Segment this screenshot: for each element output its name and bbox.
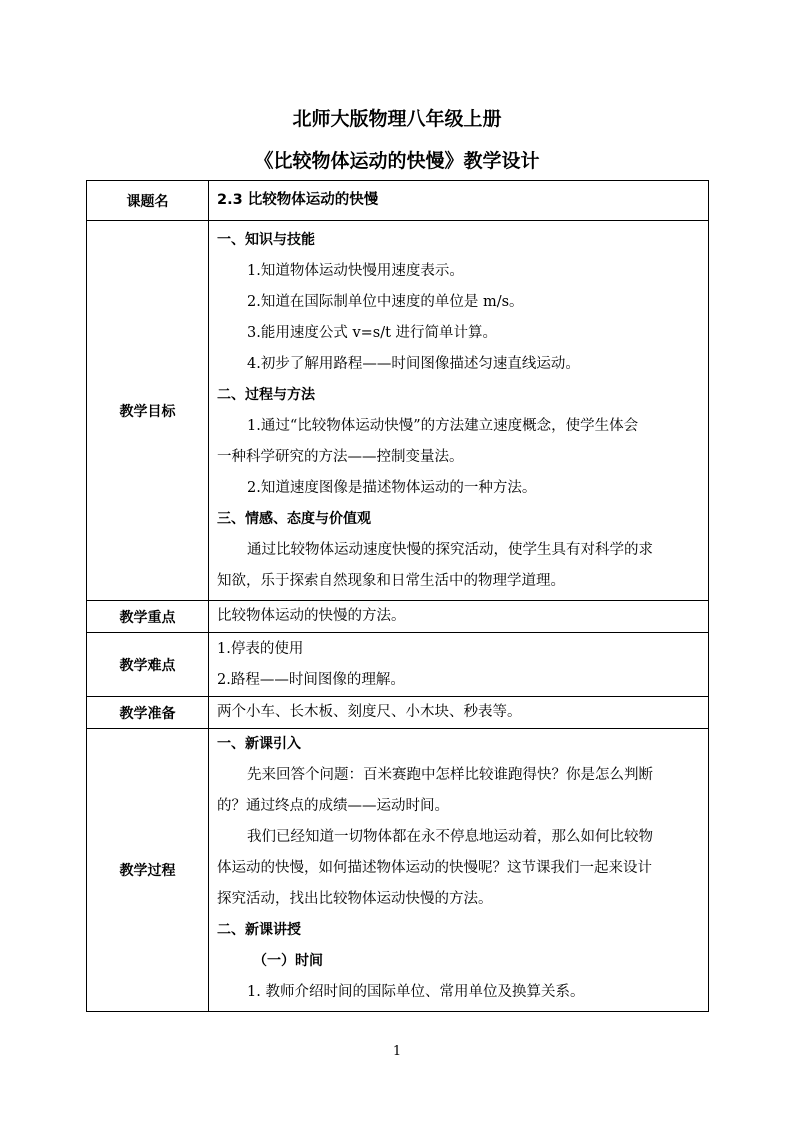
goals-process-1a: 1.通过“比较物体运动快慢”的方法建立速度概念，使学生体会 <box>247 417 639 434</box>
row-label-difficulty: 教学难点 <box>87 633 209 697</box>
table-row-key <box>87 601 709 633</box>
process-intro-2c: 探究活动，找出比较物体运动快慢的方法。 <box>217 891 493 907</box>
row-label-prep: 教学准备 <box>87 697 209 729</box>
prep-value: 两个小车、长木板、刻度尺、小木块、秒表等。 <box>209 697 709 729</box>
difficulty-item-2: 2.路程——时间图像的理解。 <box>217 671 405 688</box>
process-time-item-1: 1. 教师介绍时间的国际单位、常用单位及换算关系。 <box>247 984 585 1000</box>
table-row-prep <box>87 697 709 729</box>
goals-process-1b: 一种科学研究的方法——控制变量法。 <box>217 448 464 465</box>
table-row-process <box>87 729 709 1012</box>
goals-attitude-a: 通过比较物体运动速度快慢的探究活动，使学生具有对科学的求 <box>247 541 653 558</box>
row-label-goals: 教学目标 <box>87 221 209 601</box>
process-heading-intro: 一、新课引入 <box>217 736 301 752</box>
lesson-plan-table <box>86 180 709 1012</box>
goals-heading-knowledge: 一、知识与技能 <box>217 231 315 248</box>
difficulty-content <box>209 633 709 697</box>
goals-content <box>209 221 709 601</box>
goals-item-1: 1.知道物体运动快慢用速度表示。 <box>247 262 464 279</box>
process-subheading-time: （一）时间 <box>253 953 323 969</box>
process-intro-1b: 的？通过终点的成绩——运动时间。 <box>217 798 449 814</box>
row-label-key: 教学重点 <box>87 601 209 633</box>
goals-heading-attitude: 三、情感、态度与价值观 <box>217 510 371 527</box>
document-title: 北师大版物理八年级上册 <box>292 108 502 130</box>
goals-item-4: 4.初步了解用路程——时间图像描述匀速直线运动。 <box>247 355 580 372</box>
goals-attitude-b: 知欲，乐于探索自然现象和日常生活中的物理学道理。 <box>217 572 565 589</box>
row-label-topic: 课题名 <box>87 181 209 221</box>
key-value: 比较物体运动的快慢的方法。 <box>209 601 709 633</box>
process-heading-teaching: 二、新课讲授 <box>217 922 301 938</box>
process-content <box>209 729 709 1012</box>
document-subtitle: 《比较物体运动的快慢》教学设计 <box>254 150 540 172</box>
row-label-process: 教学过程 <box>87 729 209 1012</box>
process-intro-1a: 先来回答个问题：百米赛跑中怎样比较谁跑得快？你是怎么判断 <box>247 767 653 783</box>
goals-heading-process: 二、过程与方法 <box>217 386 315 403</box>
goals-item-3: 3.能用速度公式 v=s/t 进行简单计算。 <box>247 324 498 341</box>
table-row-topic <box>87 181 709 221</box>
goals-item-2: 2.知道在国际制单位中速度的单位是 m/s。 <box>247 293 524 310</box>
difficulty-item-1: 1.停表的使用 <box>217 640 304 657</box>
process-intro-2b: 体运动的快慢，如何描述物体运动的快慢呢？这节课我们一起来设计 <box>217 860 652 876</box>
table-row-goals <box>87 221 709 601</box>
goals-process-2: 2.知道速度图像是描述物体运动的一种方法。 <box>247 479 537 496</box>
page-number: 1 <box>392 1044 402 1059</box>
topic-value: 2.3 比较物体运动的快慢 <box>209 181 709 221</box>
process-intro-2a: 我们已经知道一切物体都在永不停息地运动着，那么如何比较物 <box>247 829 653 845</box>
table-row-difficulty <box>87 633 709 697</box>
